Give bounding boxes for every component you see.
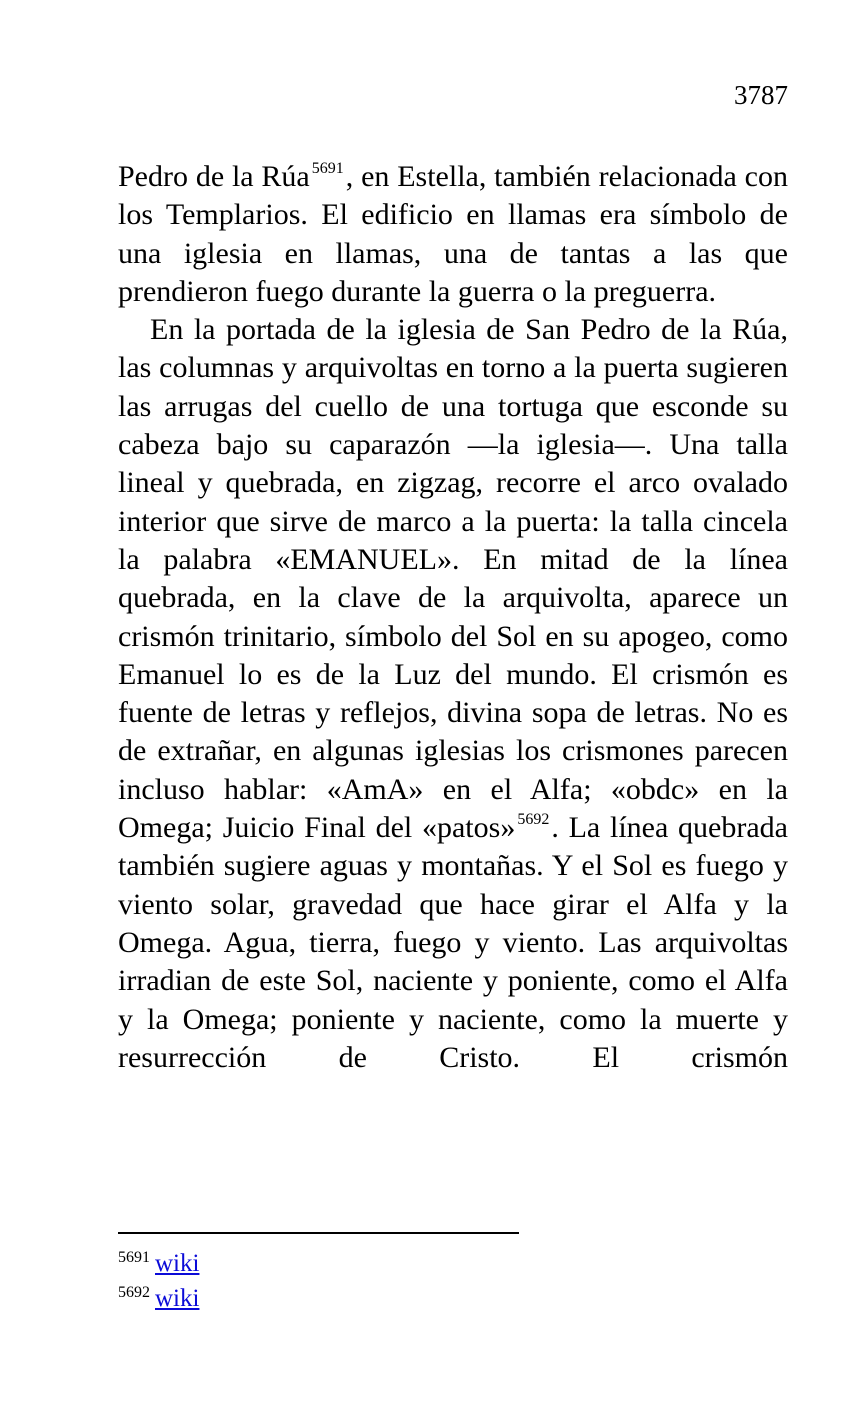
- footnote-number: 5692: [118, 1284, 150, 1301]
- footnote-number: 5691: [118, 1249, 150, 1266]
- paragraph-1: [118, 158, 788, 311]
- footnote-wiki-link[interactable]: wiki: [155, 1285, 200, 1312]
- paragraph-2-text-start: En la portada de la iglesia de San Pedro de la Rúa, las columnas y arquivoltas en torno a la puerta sugieren las arrugas del cuello de una tortuga que esconde su cabeza bajo su caparazón —la iglesia—. Una talla lineal y quebrada, en zigzag, recorre el arco ovalado interior que sirve de marco a la puerta: la talla cincela la palabra «EMANUEL». En mitad de la línea quebrada, en la clave de la arquivolta, aparece un crismón trinitario, símbolo del Sol en su apogeo, como Emanuel lo es de la Luz del mundo. El crismón es fuente de letras y reflejos, divina sopa de letras. No es de extrañar, en algunas iglesias los crismones parecen incluso hablar: «AmA» en el Alfa; «obdc» en la Omega; Juicio Final del «patos»: [118, 313, 788, 845]
- footnote-wiki-link[interactable]: wiki: [155, 1250, 200, 1277]
- footnote-reference-link[interactable]: 5691: [311, 160, 344, 177]
- footnote-reference-5691[interactable]: [310, 160, 346, 177]
- paragraph-2: [118, 311, 788, 1077]
- paragraph-2-text-end: . La línea quebrada también sugiere aguas y montañas. Y el Sol es fuego y viento solar, gravedad que hace girar el Alfa y la Omega. Agua, tierra, fuego y viento. Las arquivoltas irradian de este Sol, naciente y poniente, como el Alfa y la Omega; poniente y naciente, como la muerte y resurrección de Cristo. El crismón: [118, 811, 788, 1074]
- paragraph-1-text-start: Pedro de la Rúa: [118, 160, 310, 193]
- footnote-5692: [118, 1283, 199, 1318]
- body-text: [118, 158, 788, 1077]
- footnote-reference-5692[interactable]: [515, 811, 551, 828]
- paragraph-1-text-end: , en Estella, también relacionada con los Templarios. El edificio en llamas era símbolo de una iglesia en llamas, una de tantas a las que prendieron fuego durante la guerra o la preguerra.: [118, 160, 789, 308]
- footnote-reference-link[interactable]: 5692: [517, 811, 550, 829]
- footnote-separator: [118, 1232, 519, 1234]
- page-number: 3787: [734, 80, 788, 110]
- footnotes: [118, 1248, 199, 1318]
